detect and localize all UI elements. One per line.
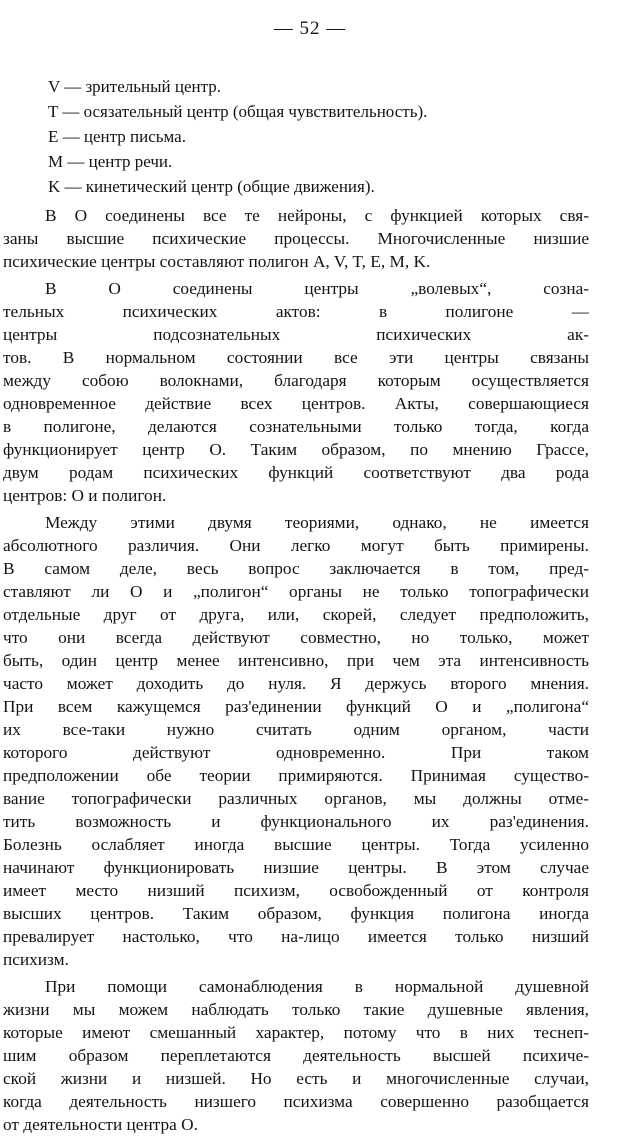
text-line: тельных психических актов: в полигоне — <box>3 302 589 321</box>
text-line: двум родам психических функций соответствуют два рода <box>3 463 589 482</box>
text-line: центры подсознательных психических ак- <box>3 325 589 344</box>
paragraph <box>3 975 589 1136</box>
page-number: — 52 — <box>273 18 347 39</box>
text-line: имеет место низший психизм, освобожденный от контроля <box>3 881 589 900</box>
text-line: абсолютного различия. Они легко могут быть примирены. <box>3 536 589 555</box>
text-line: шим образом переплетаются деятельность высшей психиче- <box>3 1046 589 1065</box>
text-line: между собою волокнами, благодаря которым осуществляется <box>3 371 589 390</box>
legend-item-t: T — осязательный центр (общая чувствительность). <box>48 102 428 121</box>
text-line: отдельные друг от друга, или, скорей, следует предположить, <box>3 605 589 624</box>
legend-item-m: M — центр речи. <box>48 152 173 171</box>
text-line: жизни мы можем наблюдать только такие душевные явления, <box>3 1000 589 1019</box>
text-line: в полигоне, делаются сознательными только тогда, когда <box>3 417 589 436</box>
text-line: которые имеют смешанный характер, потому что в них теснеп- <box>3 1023 589 1042</box>
text-line: превалирует настолько, что на-лицо имеется только низший <box>3 927 589 946</box>
text-line: вание топографически различных органов, мы должны отме- <box>3 789 589 808</box>
text-line: которого действуют одновременно. При таком <box>3 743 589 762</box>
text-line: В О соединены центры „волевых“, созна- <box>45 279 589 298</box>
text-line: ставляют ли О и „полигон“ органы не только топографически <box>3 582 589 601</box>
text-line: предположении обе теории примиряются. Принимая существо- <box>3 766 589 785</box>
legend-item-e: E — центр письма. <box>48 127 186 146</box>
text-line: центров: О и полигон. <box>3 486 167 505</box>
text-line: тить возможность и функционального их раз'единения. <box>3 812 589 831</box>
text-line: Болезнь ослабляет иногда высшие центры. Тогда усиленно <box>3 835 589 854</box>
text-line: ской жизни и низшей. Но есть и многочисленные случаи, <box>3 1069 589 1088</box>
text-line: При помощи самонаблюдения в нормальной душевной <box>45 977 589 996</box>
text-line: психизм. <box>3 950 69 969</box>
text-line: функционирует центр О. Таким образом, по мнению Грассе, <box>3 440 589 459</box>
text-line: часто может доходить до нуля. Я держусь второго мнения. <box>3 674 589 693</box>
text-line: При всем кажущемся раз'единении функций О и „полигона“ <box>3 697 589 716</box>
text-line: психические центры составляют полигон A, V, T, E, M, K. <box>3 252 431 271</box>
text-line: одновременное действие всех центров. Акты, совершающиеся <box>3 394 589 413</box>
legend-item-k: K — кинетический центр (общие движения). <box>48 177 375 196</box>
text-line: когда деятельность низшего психизма совершенно разобщается <box>3 1092 589 1111</box>
text-line: заны высшие психические процессы. Многочисленные низшие <box>3 229 589 248</box>
legend-list <box>48 74 588 199</box>
text-line: их все-таки нужно считать одним органом, части <box>3 720 589 739</box>
text-line: от деятельности центра О. <box>3 1115 198 1134</box>
text-line: В О соединены все те нейроны, с функцией которых свя- <box>45 206 589 225</box>
paragraph <box>3 511 589 971</box>
paragraph <box>3 277 589 507</box>
text-line: тов. В нормальном состоянии все эти центры связаны <box>3 348 589 367</box>
body-text <box>3 204 589 1136</box>
text-line: В самом деле, весь вопрос заключается в том, пред- <box>3 559 589 578</box>
text-line: быть, один центр менее интенсивно, при чем эта интенсивность <box>3 651 589 670</box>
paragraph <box>3 204 589 273</box>
text-line: начинают функционировать низшие центры. В этом случае <box>3 858 589 877</box>
text-line: что они всегда действуют совместно, но только, может <box>3 628 589 647</box>
text-line: высших центров. Таким образом, функция полигона иногда <box>3 904 589 923</box>
text-line: Между этими двумя теориями, однако, не имеется <box>45 513 589 532</box>
legend-item-v: V — зрительный центр. <box>48 77 221 96</box>
